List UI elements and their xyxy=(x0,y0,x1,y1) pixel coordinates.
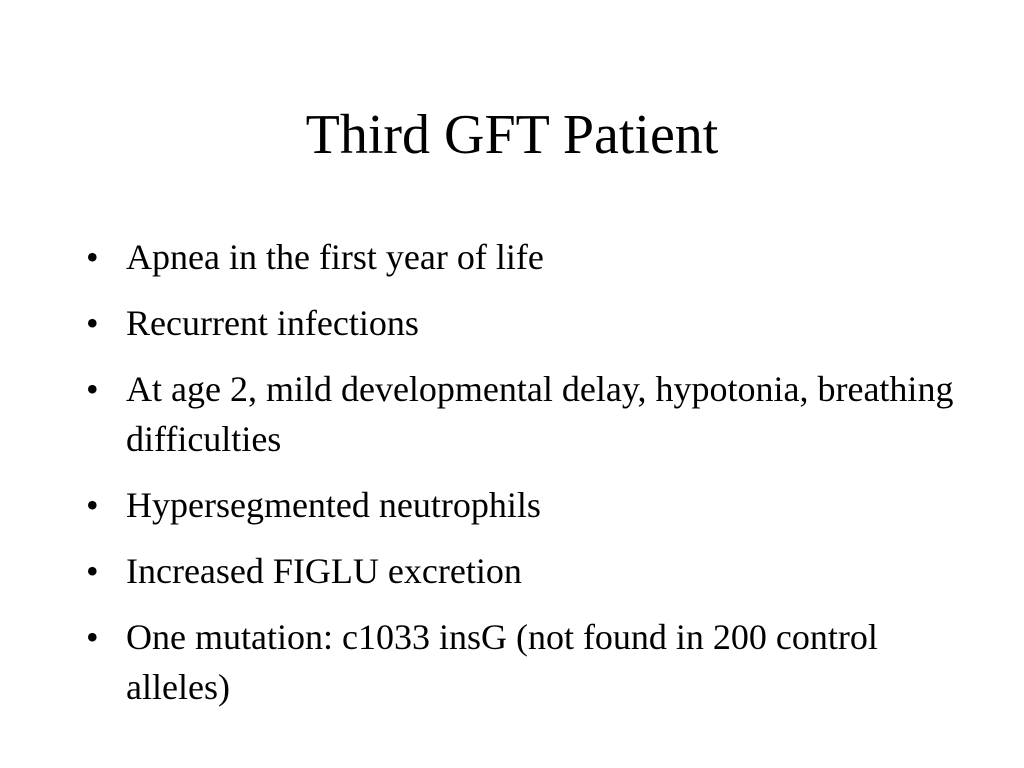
bullet-dot-icon: • xyxy=(86,369,99,409)
bullet-text: Recurrent infections xyxy=(126,303,419,343)
bullet-item-mutation xyxy=(86,612,966,712)
bullet-item-neutrophils xyxy=(86,480,966,530)
bullet-item-age-two xyxy=(86,364,966,464)
bullet-text: Increased FIGLU excretion xyxy=(126,551,522,591)
slide-title: Third GFT Patient xyxy=(305,104,719,166)
bullet-item-apnea xyxy=(86,232,966,282)
bullet-dot-icon: • xyxy=(86,551,99,591)
bullet-text: At age 2, mild developmental delay, hypotonia, breathing difficulties xyxy=(126,369,954,459)
bullet-item-figlu xyxy=(86,546,966,596)
bullet-list xyxy=(86,232,966,712)
bullet-dot-icon: • xyxy=(86,303,99,343)
bullet-dot-icon: • xyxy=(86,485,99,525)
bullet-dot-icon: • xyxy=(86,237,99,277)
bullet-item-infections xyxy=(86,298,966,348)
bullet-text: One mutation: c1033 insG (not found in 200 control alleles) xyxy=(126,617,878,707)
bullet-dot-icon: • xyxy=(86,617,99,657)
bullet-text: Hypersegmented neutrophils xyxy=(126,485,541,525)
bullet-text: Apnea in the first year of life xyxy=(126,237,544,277)
